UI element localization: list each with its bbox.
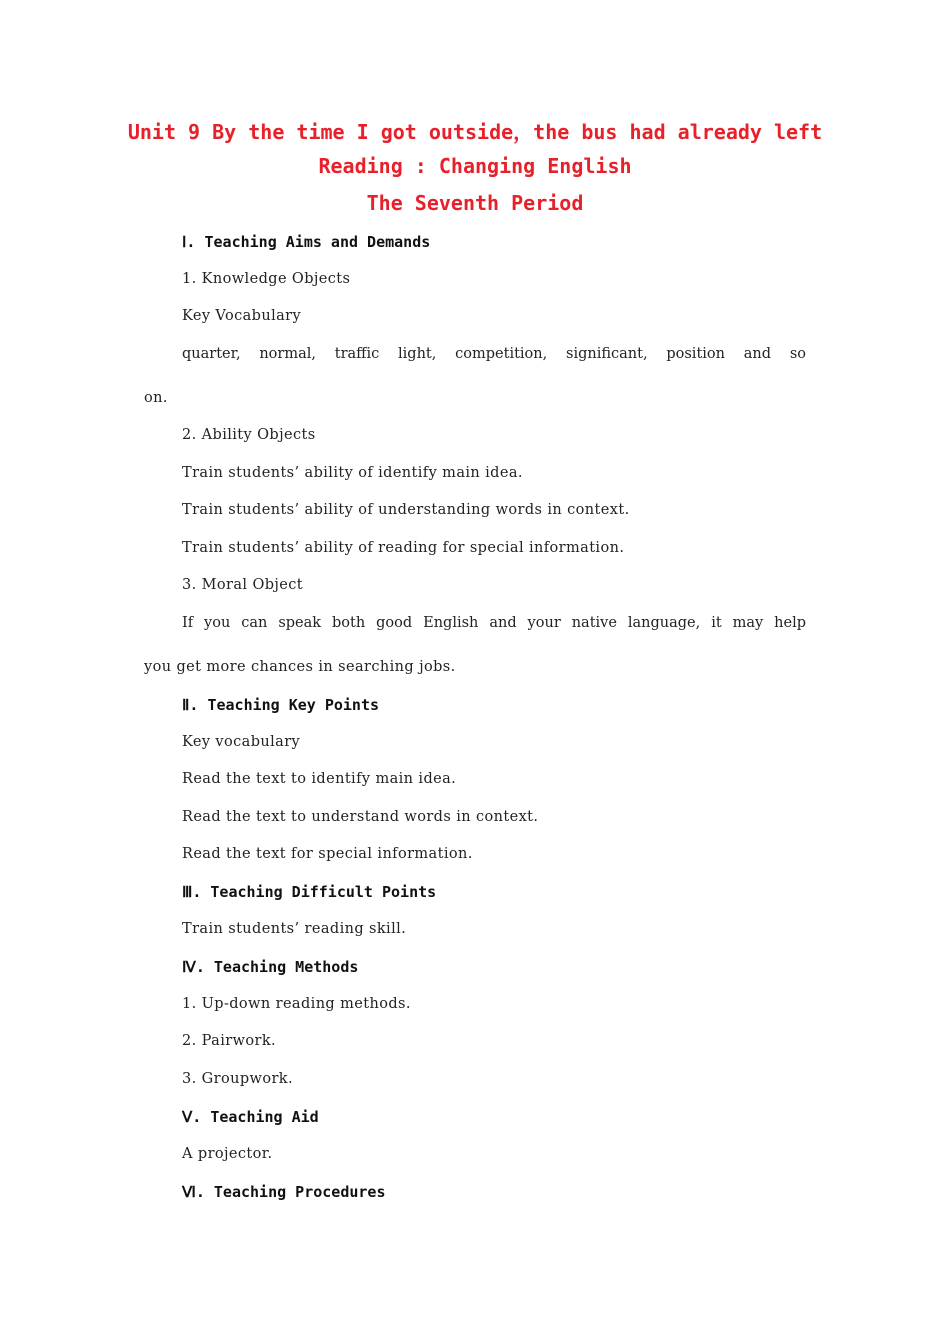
paragraph: 1. Up-down reading methods.	[182, 996, 411, 1012]
paragraph: If you can speak both good English and your native language, it may help	[182, 615, 806, 631]
section-heading-difficult-points: Ⅲ. Teaching Difficult Points	[182, 883, 437, 901]
section-heading-aims: Ⅰ. Teaching Aims and Demands	[182, 233, 431, 251]
paragraph: Train students’ ability of reading for special information.	[182, 540, 625, 556]
doc-title-line1: Unit 9 By the time I got outside，the bus had already left	[127, 120, 823, 144]
paragraph: Read the text for special information.	[182, 846, 473, 862]
paragraph: 1. Knowledge Objects	[182, 271, 351, 287]
paragraph: Key vocabulary	[182, 734, 301, 750]
paragraph: Train students’ ability of understanding words in context.	[182, 502, 630, 518]
doc-title-line3: The Seventh Period	[366, 191, 584, 215]
paragraph: 2. Pairwork.	[182, 1033, 277, 1049]
paragraph: A projector.	[182, 1146, 273, 1162]
paragraph: Key Vocabulary	[182, 308, 302, 324]
section-heading-procedures: Ⅵ. Teaching Procedures	[182, 1183, 386, 1201]
paragraph: Read the text to understand words in context.	[182, 809, 539, 825]
paragraph: Train students’ reading skill.	[182, 921, 407, 937]
section-heading-aid: Ⅴ. Teaching Aid	[182, 1108, 319, 1126]
section-heading-key-points: Ⅱ. Teaching Key Points	[182, 696, 380, 714]
section-heading-methods: Ⅳ. Teaching Methods	[182, 958, 359, 976]
paragraph-continued: you get more chances in searching jobs.	[144, 659, 456, 675]
doc-title-line2: Reading : Changing English	[318, 154, 632, 178]
paragraph: quarter, normal, traffic light, competition, significant, position and so	[182, 346, 806, 362]
paragraph-continued: on.	[144, 390, 168, 406]
paragraph: 3. Moral Object	[182, 577, 304, 593]
paragraph: Read the text to identify main idea.	[182, 771, 457, 787]
paragraph: 3. Groupwork.	[182, 1071, 293, 1087]
paragraph: Train students’ ability of identify main idea.	[182, 465, 523, 481]
paragraph: 2. Ability Objects	[182, 427, 316, 443]
